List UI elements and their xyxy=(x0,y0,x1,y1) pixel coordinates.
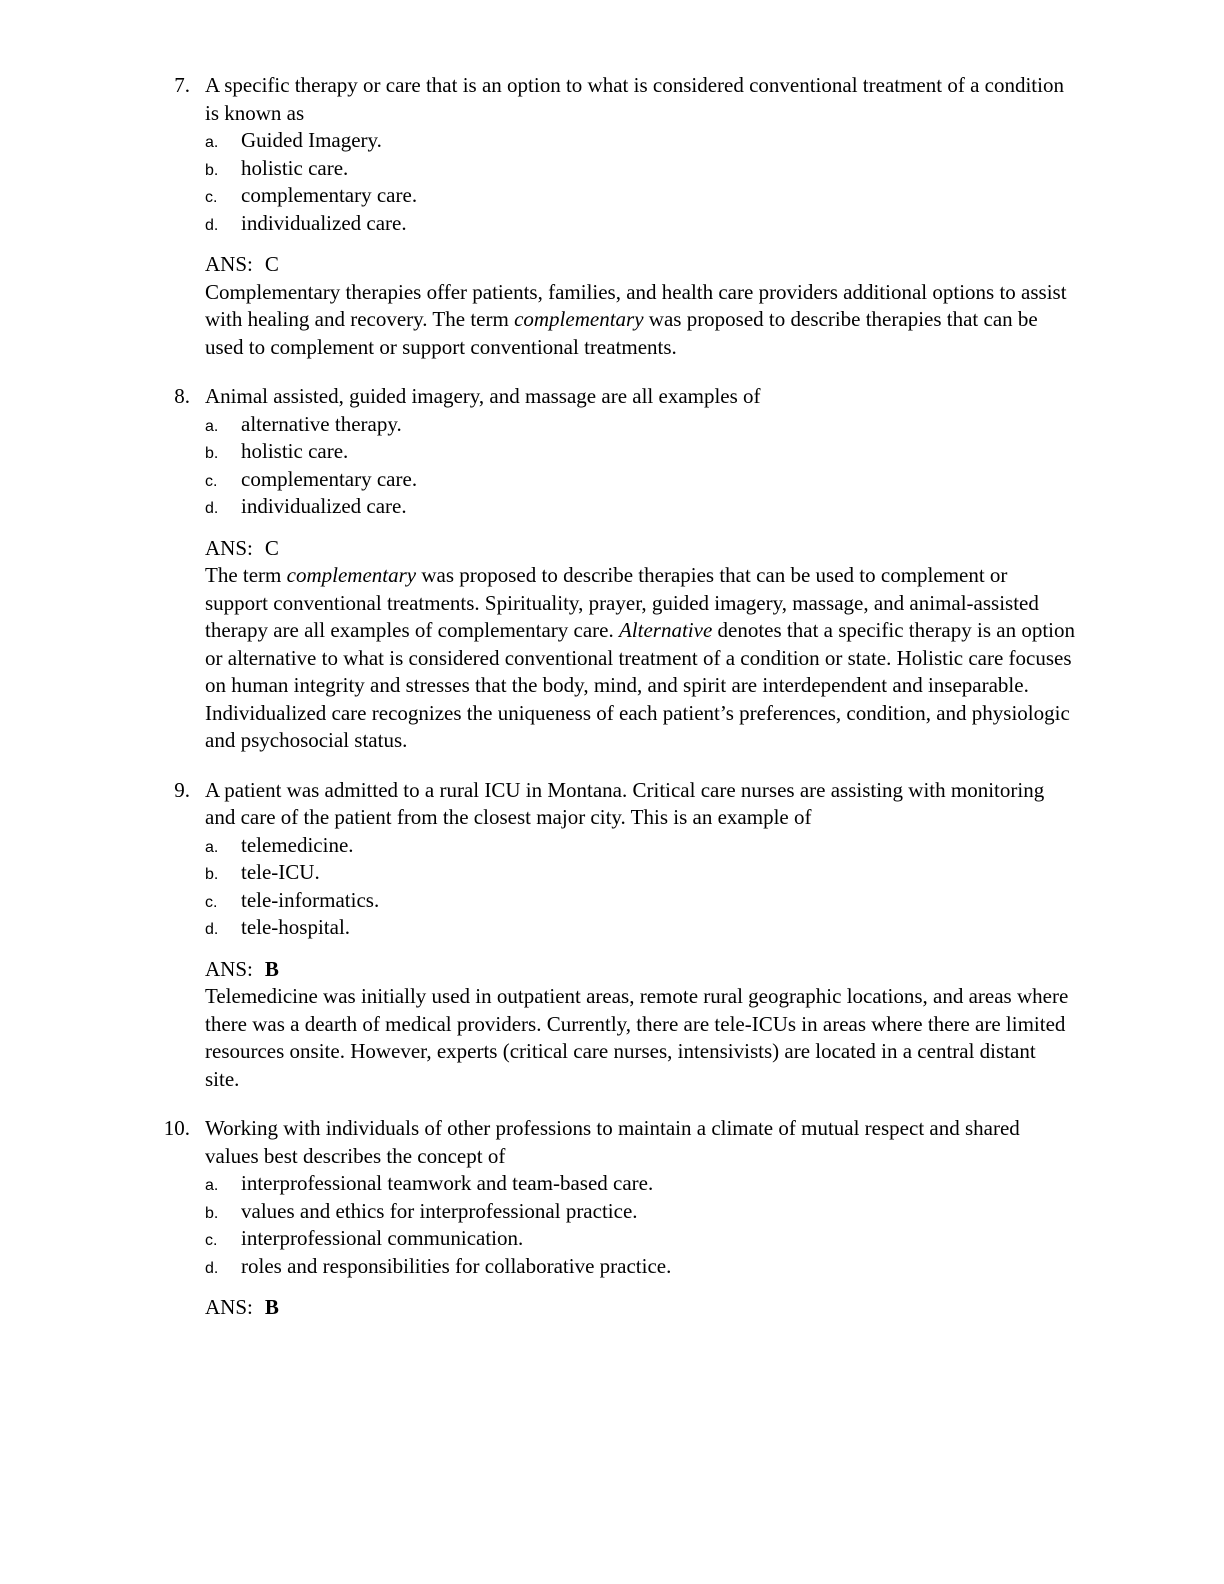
option-letter: d. xyxy=(205,921,219,938)
rationale-text: Complementary therapies offer patients, families, and health care providers additional options to assist with healing and recovery. The term xyxy=(205,279,1067,331)
option-letter: d. xyxy=(205,1259,219,1277)
question-9 xyxy=(0,777,1224,1094)
option-text: interprofessional communication. xyxy=(241,1226,524,1250)
answer-label: ANS: xyxy=(205,956,253,981)
option-letter: b. xyxy=(205,866,219,883)
option-c xyxy=(205,1225,1224,1253)
answer-line xyxy=(205,251,1224,279)
option-b xyxy=(205,155,1224,183)
question-8 xyxy=(0,383,1224,755)
option-text: individualized care. xyxy=(241,210,407,235)
rationale-emphasis: Alternative xyxy=(618,618,713,642)
option-letter: a. xyxy=(205,134,219,151)
rationale-text: Telemedicine was initially used in outpatient areas, remote rural geographic locations, and areas where there was a dearth of medical providers. Currently, there are tele-ICUs in areas where there are limited resources onsite. However, experts (critical care nurses, intensivists) are located in a central distant site. xyxy=(205,984,1069,1091)
option-d xyxy=(205,493,1224,521)
option-letter: a. xyxy=(205,838,219,856)
question-number: 8. xyxy=(174,384,190,408)
option-letter: c. xyxy=(205,472,218,490)
option-text: holistic care. xyxy=(241,155,349,180)
option-c xyxy=(205,466,1224,494)
option-letter: a. xyxy=(205,417,219,435)
option-text: tele-hospital. xyxy=(241,915,351,939)
question-stem: A specific therapy or care that is an option to what is considered conventional treatment of a condition is known as xyxy=(205,73,1064,125)
answer-label: ANS: xyxy=(205,252,253,276)
question-number: 9. xyxy=(174,777,190,802)
option-a xyxy=(205,1170,1224,1198)
option-b xyxy=(205,1198,1224,1226)
rationale-emphasis: complementary xyxy=(514,307,644,331)
option-text: holistic care. xyxy=(241,439,349,463)
question-number: 7. xyxy=(174,73,190,97)
answer-value: C xyxy=(264,535,279,560)
question-stem: A patient was admitted to a rural ICU in Montana. Critical care nurses are assisting with monitoring and care of the patient from the closest major city. This is an example of xyxy=(205,777,1045,829)
answer-label: ANS: xyxy=(205,535,253,560)
option-text: tele-ICU. xyxy=(241,860,320,884)
answer-line xyxy=(205,535,1224,563)
option-a xyxy=(205,127,1224,155)
option-text: individualized care. xyxy=(241,494,407,518)
answer-label: ANS: xyxy=(205,1295,253,1319)
option-letter: c. xyxy=(205,189,218,206)
option-text: tele-informatics. xyxy=(241,887,380,912)
rationale xyxy=(205,983,1075,1093)
option-b xyxy=(205,859,1224,887)
question-stem: Working with individuals of other professions to maintain a climate of mutual respect and shared values best describes the concept of xyxy=(205,1116,1020,1168)
rationale-text: was proposed to describe therapies that can be used to complement or support conventional treatments. Spirituality, prayer, guided imagery, massage, and animal-assisted therapy are all examples of complementary care. xyxy=(205,563,1039,642)
option-d xyxy=(205,210,1224,238)
answer-value: B xyxy=(264,1295,279,1319)
option-text: complementary care. xyxy=(241,183,418,207)
question-number: 10. xyxy=(163,1116,190,1140)
rationale xyxy=(205,279,1075,362)
option-letter: c. xyxy=(205,893,218,911)
answer-value: B xyxy=(264,956,279,981)
option-text: values and ethics for interprofessional practice. xyxy=(241,1198,638,1223)
option-d xyxy=(205,1253,1224,1281)
option-text: alternative therapy. xyxy=(241,411,402,436)
option-text: complementary care. xyxy=(241,466,418,491)
option-letter: d. xyxy=(205,216,219,234)
rationale-text: The term xyxy=(205,563,287,587)
option-letter: d. xyxy=(205,500,219,517)
option-c xyxy=(205,887,1224,915)
option-letter: b. xyxy=(205,161,219,179)
option-text: interprofessional teamwork and team-based care. xyxy=(241,1171,654,1195)
option-letter: b. xyxy=(205,445,219,462)
option-c xyxy=(205,182,1224,210)
option-letter: b. xyxy=(205,1204,219,1222)
document-page xyxy=(0,72,1224,1344)
answer-line xyxy=(205,1294,1224,1322)
option-a xyxy=(205,832,1224,860)
option-a xyxy=(205,411,1224,439)
option-letter: a. xyxy=(205,1177,219,1194)
question-stem: Animal assisted, guided imagery, and massage are all examples of xyxy=(205,384,761,408)
rationale-text: was proposed to describe therapies that can be used to complement or support conventional treatments. xyxy=(205,307,1038,359)
rationale-text: denotes that a specific therapy is an option or alternative to what is considered conventional treatment of a condition or state. Holistic care focuses on human integrity and stresses that the body, mind, and spirit are interdependent and inseparable. Individualized care recognizes the uniqueness of each patient’s preferences, condition, and physiologic and psychosocial status. xyxy=(205,618,1076,752)
rationale-emphasis: complementary xyxy=(286,563,417,587)
option-text: roles and responsibilities for collaborative practice. xyxy=(241,1253,672,1278)
option-letter: c. xyxy=(205,1232,218,1249)
option-text: telemedicine. xyxy=(241,832,354,857)
option-d xyxy=(205,914,1224,942)
answer-line xyxy=(205,956,1224,984)
answer-value: C xyxy=(264,252,279,276)
option-text: Guided Imagery. xyxy=(241,128,382,152)
rationale xyxy=(205,562,1075,755)
question-10 xyxy=(0,1115,1224,1322)
option-b xyxy=(205,438,1224,466)
question-7 xyxy=(0,72,1224,361)
